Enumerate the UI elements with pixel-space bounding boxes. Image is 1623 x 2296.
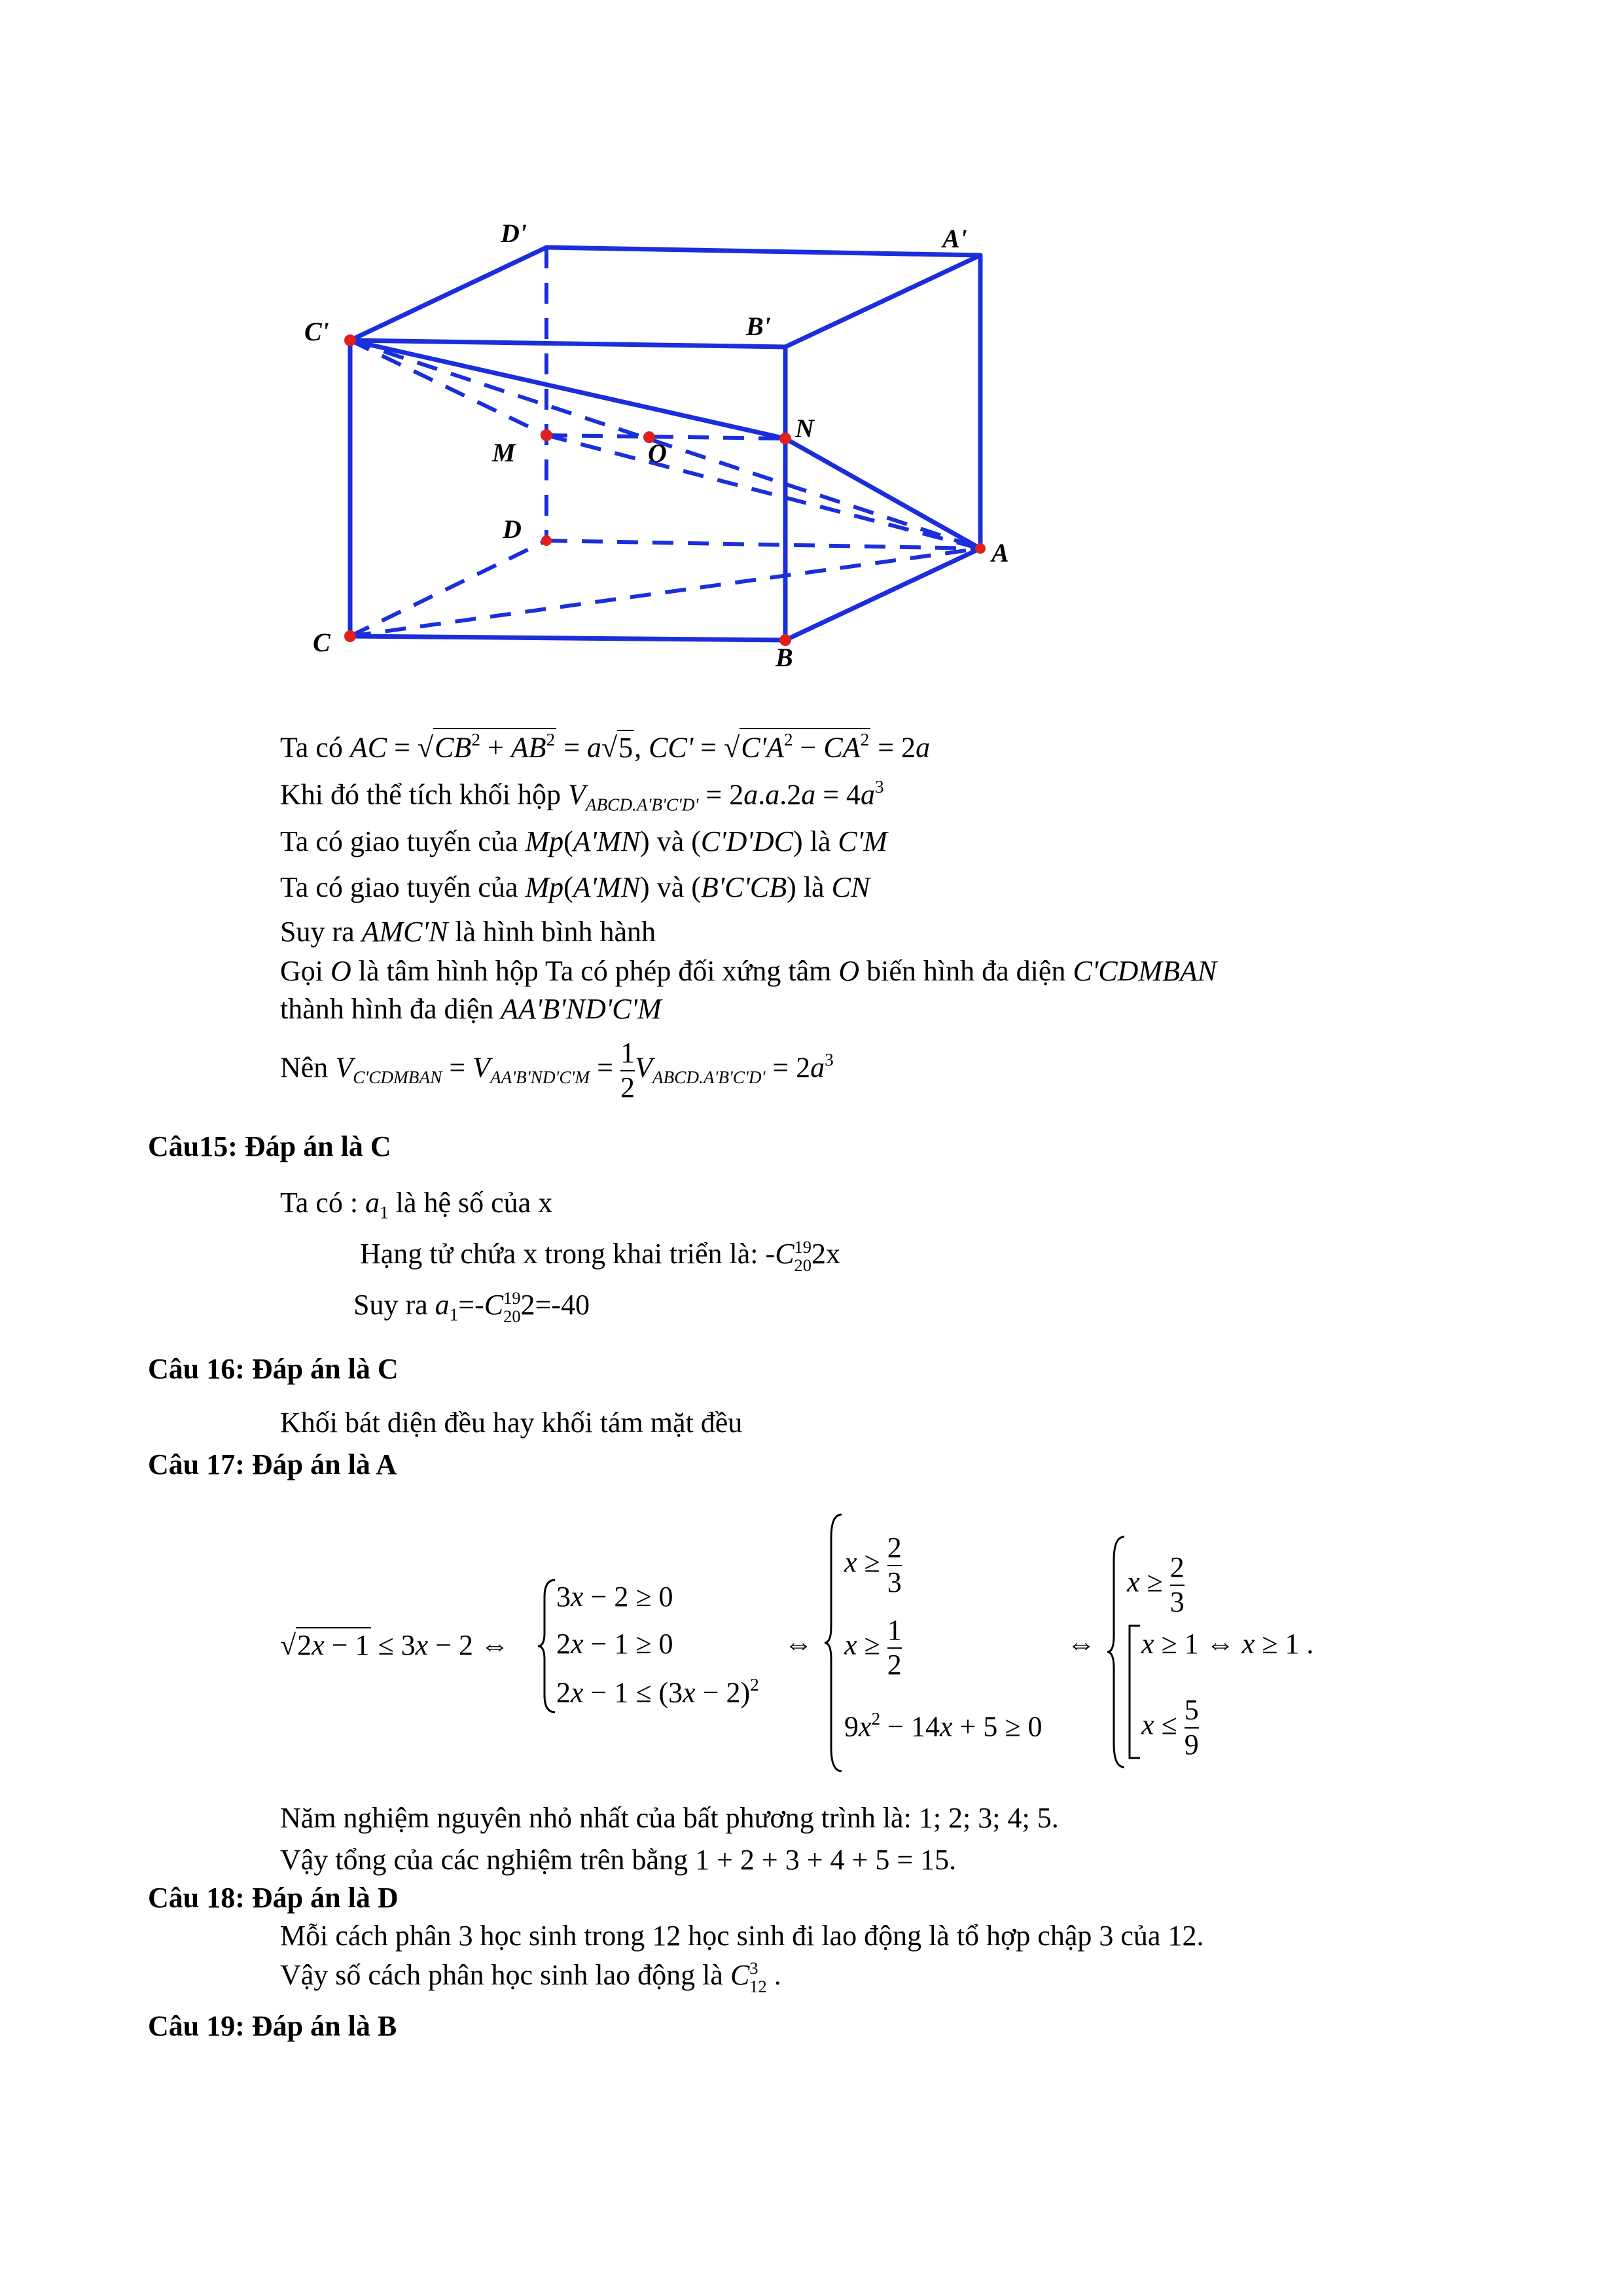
- cau17-heading: Câu 17: Đáp án là A: [148, 1448, 397, 1480]
- cau15-line-3: Suy ra $a_1=-C$ 19 20 2=-40: [353, 1288, 590, 1326]
- edge-M-A: [546, 435, 980, 548]
- label-Cp: C': [304, 317, 329, 346]
- solution-line-6: Gọi O là tâm hình hộp Ta có phép đối xứng tâm O biến hình đa diện C'CDMBAN: [280, 955, 1217, 987]
- label-A: A: [991, 538, 1009, 567]
- cau19-heading: Câu 19: Đáp án là B: [148, 2010, 397, 2042]
- label-Dp: D': [501, 219, 527, 248]
- solution-line-5: Suy ra AMC'N là hình bình hành: [280, 916, 656, 948]
- point-A: [975, 543, 986, 554]
- cau18-line-1: Mỗi cách phân 3 học sinh trong 12 học sinh đi lao động là tổ hợp chập 3 của 12.: [280, 1920, 1204, 1952]
- solution-line-1: Ta có AC = $√CB^2 + AB^2 = a√5$, $CC' = √C'A^2 - CA^2 = 2a$: [280, 728, 930, 766]
- edge-Dp-Ap: [546, 247, 980, 255]
- solution-line-4: Ta có giao tuyến của Mp(A'MN) và (B'C'CB) là CN: [280, 871, 870, 903]
- point-M: [541, 429, 552, 441]
- cau17-line-1: Năm nghiệm nguyên nhỏ nhất của bất phương trình là: 1; 2; 3; 4; 5.: [280, 1802, 1059, 1834]
- label-M: M: [492, 438, 516, 467]
- edge-Cp-M: [350, 340, 546, 435]
- solution-line-2: Khi đó thể tích khối hộp $V_{ABCD.A'B'C'D'} = 2a.a.2a = 4a^3$: [280, 777, 884, 815]
- label-Bp: B': [746, 312, 771, 341]
- edge-Cp-Bp: [350, 340, 785, 347]
- parallelepiped-figure: [0, 0, 1623, 694]
- point-N: [779, 433, 791, 444]
- label-C: C: [313, 628, 330, 657]
- point-Cp: [344, 334, 356, 346]
- cau15-heading: Câu15: Đáp án là C: [148, 1130, 391, 1162]
- cau17-line-2: Vậy tổng của các nghiệm trên bằng 1 + 2 + 3 + 4 + 5 = 15.: [280, 1844, 957, 1876]
- cau18-heading: Câu 18: Đáp án là D: [148, 1882, 399, 1914]
- cau18-line-2: Vậy số cách phân học sinh lao động là C 3 12 .: [280, 1958, 781, 1996]
- cau16-text: Khối bát diện đều hay khối tám mặt đều: [280, 1407, 743, 1439]
- edge-C-B: [350, 636, 785, 640]
- edge-D-A: [546, 541, 980, 548]
- solution-line-3: Ta có giao tuyến của Mp(A'MN) và (C'D'DC) là C'M: [280, 825, 887, 857]
- label-O: O: [648, 439, 667, 468]
- cau15-line-1: Ta có : $a_1$ là hệ số của x: [280, 1187, 553, 1223]
- edge-Cp-N: [350, 340, 785, 439]
- cau15-line-2: Hạng tử chứa x trong khai triển là: -C 19 20 2x: [360, 1237, 840, 1275]
- label-B: B: [776, 643, 793, 672]
- solution-line-8: Nên $V_{C'CDMBAN} = V_{AA'B'ND'C'M}$ = $\frac{1}{2}$ $V_{ABCD.A'B'C'D'} = 2a^3$: [280, 1037, 834, 1103]
- edge-Cp-Dp: [350, 247, 546, 340]
- point-D: [541, 535, 552, 546]
- point-C: [344, 630, 356, 642]
- solution-line-7: thành hình đa diện AA'B'ND'C'M: [280, 993, 662, 1025]
- edge-C-D: [350, 541, 546, 636]
- cau17-inequality-chain: √2x − 1 ≤ 3x − 2 ⇔ 3x − 2 ≥ 0 2x − 1 ≥ 0 $2x - 1 \le (3x - 2)^2$ ⇔ x ≥ $\frac{2}{3}$ x ≥ $\frac{1}{2}$ $9x^2 - 14x + 5 \ge 0$ ⇔ x ≥ $\frac{2}{3}$ x ≥ 1 ⇔ x ≥ 1 . x ≤ $\frac{5}{9}$: [0, 1512, 1623, 1787]
- cau16-heading: Câu 16: Đáp án là C: [148, 1353, 399, 1385]
- label-N: N: [795, 414, 814, 443]
- label-D: D: [503, 514, 522, 544]
- label-Ap: A': [942, 224, 967, 253]
- edge-Bp-Ap: [785, 255, 980, 347]
- edge-N-A: [785, 439, 980, 548]
